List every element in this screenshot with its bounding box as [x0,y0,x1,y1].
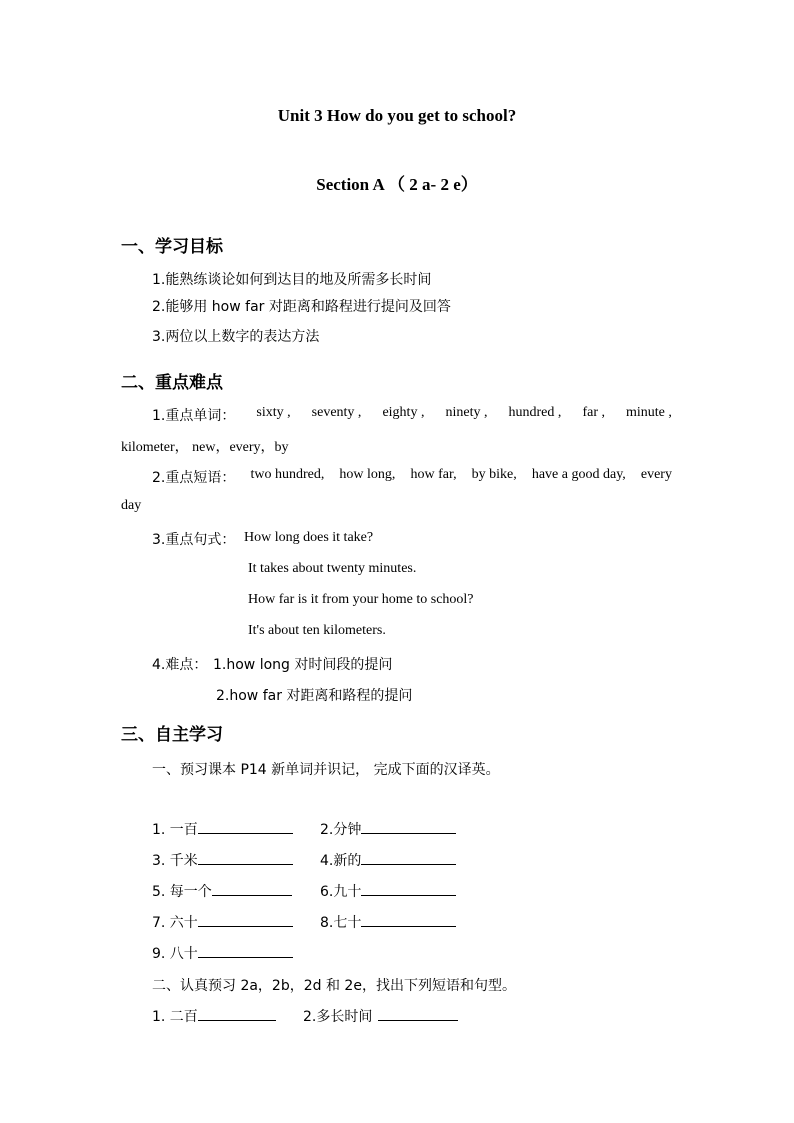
word: seventy , [311,405,362,420]
exercise-item: 7. 六十 [152,912,293,932]
exercise-item: 6.九十 [320,881,456,901]
key-phrases-line2: day [121,498,142,513]
answer-blank[interactable] [198,850,293,865]
goal-item: 3.两位以上数字的表达方法 [152,329,320,345]
sentence: How long does it take? [244,530,374,545]
section3-heading: 三、自主学习 [121,725,223,745]
exercise-item: 1. 二百 [152,1006,276,1026]
exercise-item: 9. 八十 [152,943,293,963]
word: sixty , [256,405,291,420]
key-words-line2: kilometer， new，every，by [121,440,289,455]
sentence: How far is it from your home to school? [248,592,474,607]
key-words-line [152,405,672,425]
exercise-item: 4.新的 [320,850,456,870]
key-sentences-label: 3.重点句式： [152,532,236,548]
answer-blank[interactable] [198,912,293,927]
section-subtitle: Section A （ 2 a- 2 e） [316,175,478,194]
word: minute , [626,405,672,420]
key-phrases-line [152,467,672,487]
exercise-instruction: 一、预习课本 P14 新单词并识记， 完成下面的汉译英。 [152,762,500,778]
key-phrases-label: 2.重点短语： [152,470,236,486]
phrase: how long, [339,467,396,482]
word: far , [582,405,605,420]
answer-blank[interactable] [198,943,293,958]
word: hundred , [508,405,562,420]
page-title: Unit 3 How do you get to school? [277,106,517,125]
answer-blank[interactable] [378,1006,458,1021]
answer-blank[interactable] [361,881,456,896]
difficulty-item: 2.how far 对距离和路程的提问 [216,688,413,704]
goal-item: 2.能够用 how far 对距离和路程进行提问及回答 [152,299,451,315]
word: ninety , [445,405,488,420]
section1-heading: 一、学习目标 [121,237,223,257]
exercise-item: 2.分钟 [320,819,456,839]
answer-blank[interactable] [361,819,456,834]
difficulty-item: 1.how long 对时间段的提问 [213,657,393,673]
sentence: It takes about twenty minutes. [248,561,417,576]
phrase: have a good day, [531,467,626,482]
sentence: It's about ten kilometers. [248,623,386,638]
exercise-item: 1. 一百 [152,819,293,839]
difficulty-label: 4.难点： [152,657,208,673]
phrase: by bike, [471,467,517,482]
section2-heading: 二、重点难点 [121,373,223,393]
phrase: every [640,467,672,482]
exercise-item: 5. 每一个 [152,881,292,901]
exercise-item: 3. 千米 [152,850,293,870]
goal-item: 1.能熟练谈论如何到达目的地及所需多长时间 [152,272,432,288]
answer-blank[interactable] [361,912,456,927]
phrase: how far, [410,467,457,482]
word: eighty , [382,405,425,420]
exercise-instruction: 二、认真预习 2a，2b，2d 和 2e，找出下列短语和句型。 [152,978,516,994]
exercise-item: 2.多长时间 [303,1006,458,1026]
answer-blank[interactable] [198,819,293,834]
key-words-label: 1.重点单词： [152,408,236,424]
answer-blank[interactable] [361,850,456,865]
answer-blank[interactable] [212,881,292,896]
phrase: two hundred, [250,467,325,482]
exercise-item: 8.七十 [320,912,456,932]
answer-blank[interactable] [198,1006,276,1021]
